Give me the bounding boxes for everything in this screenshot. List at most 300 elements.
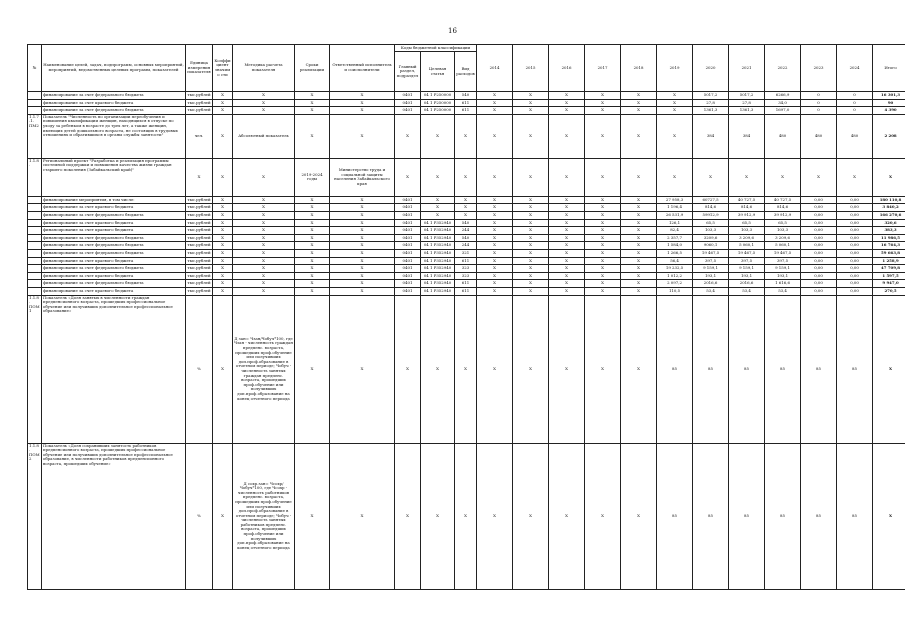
cell-total: 16 764,3 (873, 242, 905, 250)
cell-term: X (295, 219, 330, 227)
cell-year: X (549, 99, 585, 107)
cell-term: X (295, 211, 330, 219)
cell-year: X (585, 272, 621, 280)
cell-year: 9 159,1 (693, 265, 729, 273)
cell-name: финансирование за счет федерального бюджета (42, 242, 186, 250)
cell-year: X (513, 107, 549, 115)
cell-vr: 611 (455, 280, 477, 288)
cell-year: 27 958,3 (657, 196, 693, 204)
cell-year: X (621, 234, 657, 242)
header-unit: Единица измерения показателя (186, 45, 213, 92)
cell-year: X (513, 242, 549, 250)
cell-unit: тыс.рублей (186, 265, 213, 273)
cell-cs: X (421, 211, 455, 219)
cell-vr: 540 (455, 234, 477, 242)
cell-year: 397,5 (693, 257, 729, 265)
cell-year: 480 (801, 114, 837, 158)
cell-year: 2 097,2 (657, 280, 693, 288)
cell-vr: 540 (455, 92, 477, 100)
table-row (28, 92, 905, 100)
cell-year: X (621, 107, 657, 115)
cell-year: X (549, 107, 585, 115)
header-executor: Ответственный исполнитель и соисполнители (330, 45, 395, 92)
cell-year: X (585, 196, 621, 204)
cell-vr: 611 (455, 99, 477, 107)
cell-vr: X (455, 211, 477, 219)
cell-vr: 611 (455, 257, 477, 265)
cell-term: X (295, 92, 330, 100)
cell-year: 1361,3 (729, 107, 765, 115)
cell-gr: 0401 (395, 219, 421, 227)
cell-method: X (233, 99, 295, 107)
cell-cs: 04 1 P352940 (421, 272, 455, 280)
header-cs: Целевая статья (421, 52, 455, 92)
cell-year: 19 467,5 (729, 249, 765, 257)
cell-year: 9 159,1 (765, 265, 801, 273)
cell-year: 0 (801, 99, 837, 107)
cell-year: X (477, 211, 513, 219)
cell-year: X (621, 92, 657, 100)
cell-year: 0,00 (837, 204, 873, 212)
cell-year: X (621, 204, 657, 212)
cell-year: X (585, 242, 621, 250)
cell-total: 16 301,3 (873, 92, 905, 100)
cell-gr: X (395, 295, 421, 443)
cell-year: X (621, 114, 657, 158)
cell-year: 3209,6 (693, 234, 729, 242)
table-row (28, 295, 905, 443)
cell-gr: X (395, 114, 421, 158)
cell-exec: X (330, 227, 395, 235)
cell-year: X (621, 249, 657, 257)
cell-exec: X (330, 99, 395, 107)
cell-year: X (657, 107, 693, 115)
cell-cs: X (421, 158, 455, 196)
cell-year: X (801, 158, 837, 196)
cell-year: 193,1 (765, 272, 801, 280)
cell-year: 82,4 (657, 227, 693, 235)
cell-year: 40 727,5 (729, 196, 765, 204)
cell-year: 3 209,6 (765, 234, 801, 242)
cell-year: 9060,1 (693, 242, 729, 250)
cell-exec: Министерство труда и социальной защиты населения Забайкальского края (330, 158, 395, 196)
cell-coef: X (213, 295, 233, 443)
cell-year: 814,6 (765, 204, 801, 212)
cell-year: 103,3 (765, 227, 801, 235)
cell-cs: 04 1 P352940 (421, 257, 455, 265)
cell-cs: 04 1 P352940 (421, 249, 455, 257)
header-gr: Главный раздел, подраздел (395, 52, 421, 92)
cell-total: 9 947,0 (873, 280, 905, 288)
cell-vr: X (455, 196, 477, 204)
cell-coef: X (213, 234, 233, 242)
cell-year: X (657, 92, 693, 100)
cell-year: X (621, 196, 657, 204)
cell-method: X (233, 272, 295, 280)
header-year: 2021 (729, 45, 765, 92)
cell-year: 0 (837, 107, 873, 115)
cell-gr: 0401 (395, 234, 421, 242)
cell-exec: X (330, 196, 395, 204)
cell-year: 5 060,1 (765, 242, 801, 250)
table-row (28, 99, 905, 107)
cell-vr: 611 (455, 287, 477, 295)
table-row (28, 265, 905, 273)
cell-year: 40 727,5 (765, 196, 801, 204)
cell-year: X (585, 280, 621, 288)
cell-gr: 0401 (395, 92, 421, 100)
cell-exec: X (330, 295, 395, 443)
cell-coef: X (213, 211, 233, 219)
cell-year: 0 (801, 107, 837, 115)
cell-coef: X (213, 107, 233, 115)
cell-year: X (477, 204, 513, 212)
cell-unit: тыс.рублей (186, 204, 213, 212)
cell-year: X (621, 257, 657, 265)
cell-year: X (585, 227, 621, 235)
cell-year: X (585, 99, 621, 107)
cell-term: X (295, 295, 330, 443)
cell-gr: 0401 (395, 280, 421, 288)
cell-year: X (513, 280, 549, 288)
cell-total: X (873, 158, 905, 196)
cell-num (28, 272, 42, 280)
cell-term: X (295, 242, 330, 250)
cell-year: X (585, 265, 621, 273)
cell-cs: X (421, 443, 455, 589)
cell-term: X (295, 107, 330, 115)
cell-name: финансирование за счет краевого бюджета (42, 219, 186, 227)
cell-vr: X (455, 295, 477, 443)
cell-year: 5017,2 (693, 92, 729, 100)
cell-year: X (513, 99, 549, 107)
cell-vr: X (455, 204, 477, 212)
cell-num: 1.1.8. (28, 158, 42, 196)
cell-year: X (585, 443, 621, 589)
cell-method: X (233, 265, 295, 273)
cell-year: X (585, 219, 621, 227)
cell-cs: 04 1 P250000 (421, 92, 455, 100)
cell-year: 0,00 (837, 287, 873, 295)
cell-year: X (585, 257, 621, 265)
cell-unit: тыс.рублей (186, 196, 213, 204)
cell-name: финансирование за счет краевого бюджета (42, 99, 186, 107)
cell-year: 103,3 (693, 227, 729, 235)
cell-method: X (233, 242, 295, 250)
cell-year: X (513, 227, 549, 235)
cell-year: 85 (801, 295, 837, 443)
cell-gr: 0401 (395, 227, 421, 235)
header-num: № (28, 45, 42, 92)
header-year: 2016 (549, 45, 585, 92)
cell-year: X (729, 158, 765, 196)
cell-year: X (477, 92, 513, 100)
table-row (28, 114, 905, 158)
cell-method: X (233, 234, 295, 242)
cell-year: 85 (765, 295, 801, 443)
cell-num (28, 107, 42, 115)
cell-year: X (585, 114, 621, 158)
cell-gr: 0401 (395, 287, 421, 295)
cell-year: 27,8 (729, 99, 765, 107)
cell-term: 2019-2024 годы (295, 158, 330, 196)
cell-year: 814,6 (693, 204, 729, 212)
cell-gr: 0401 (395, 249, 421, 257)
cell-term: X (295, 114, 330, 158)
cell-year: 0,00 (837, 249, 873, 257)
cell-num (28, 265, 42, 273)
cell-year: X (513, 114, 549, 158)
cell-year: X (621, 295, 657, 443)
cell-name: финансирование за счет федерального бюджета (42, 107, 186, 115)
cell-method: X (233, 92, 295, 100)
cell-year: X (549, 287, 585, 295)
cell-year: 53,4 (765, 287, 801, 295)
header-year: 2023 (801, 45, 837, 92)
cell-num (28, 99, 42, 107)
cell-year: X (477, 196, 513, 204)
cell-vr: X (455, 158, 477, 196)
cell-term: X (295, 265, 330, 273)
cell-year: 19 467,5 (693, 249, 729, 257)
cell-year: 0,00 (801, 272, 837, 280)
cell-year: X (477, 249, 513, 257)
cell-cs: 04 1 P352940 (421, 242, 455, 250)
cell-year: X (513, 272, 549, 280)
cell-vr: 323 (455, 265, 477, 273)
cell-year: X (513, 92, 549, 100)
cell-year: 85 (801, 443, 837, 589)
cell-year: X (549, 265, 585, 273)
cell-year: X (549, 227, 585, 235)
cell-year: 126,1 (657, 219, 693, 227)
cell-coef: X (213, 92, 233, 100)
cell-year: X (477, 242, 513, 250)
cell-year: X (621, 443, 657, 589)
header-year: 2022 (765, 45, 801, 92)
cell-year: 0,00 (837, 272, 873, 280)
cell-cs: 04 1 P352940 (421, 234, 455, 242)
cell-year: 19 232,5 (657, 265, 693, 273)
cell-year: X (513, 443, 549, 589)
cell-year: X (477, 272, 513, 280)
cell-cs: 04 1 P250000 (421, 107, 455, 115)
cell-coef: X (213, 227, 233, 235)
cell-year: 60727,5 (693, 196, 729, 204)
cell-exec: X (330, 280, 395, 288)
cell-coef: X (213, 158, 233, 196)
cell-year: 0,00 (837, 219, 873, 227)
cell-num (28, 242, 42, 250)
cell-year: 0,00 (801, 242, 837, 250)
cell-method: X (233, 158, 295, 196)
header-year: 2018 (621, 45, 657, 92)
cell-cs: X (421, 295, 455, 443)
cell-year: 85 (657, 443, 693, 589)
cell-year: 480 (837, 114, 873, 158)
cell-year: 0,00 (837, 211, 873, 219)
cell-year: 9 159,1 (729, 265, 765, 273)
page-number: 16 (448, 27, 457, 35)
cell-year: X (513, 196, 549, 204)
table-body (28, 92, 905, 590)
cell-year: X (513, 211, 549, 219)
cell-year: 2016,6 (729, 280, 765, 288)
cell-year: 103,3 (729, 227, 765, 235)
cell-method: X (233, 249, 295, 257)
cell-exec: X (330, 242, 395, 250)
cell-term: X (295, 227, 330, 235)
cell-num (28, 287, 42, 295)
cell-exec: X (330, 443, 395, 589)
cell-term: X (295, 257, 330, 265)
cell-year: X (477, 114, 513, 158)
cell-name: Показатель «Доля занятых в численности граждан предпенсионного возраста, прошедших профессиональное обучение или получивших дополнительное профессиональное образование» (42, 295, 186, 443)
cell-year: 0,00 (801, 211, 837, 219)
cell-coef: X (213, 443, 233, 589)
cell-coef: X (213, 242, 233, 250)
cell-year: X (513, 295, 549, 443)
cell-total: 166 270,6 (873, 211, 905, 219)
cell-unit: тыс.рублей (186, 257, 213, 265)
cell-gr: 0401 (395, 99, 421, 107)
cell-total: 90 (873, 99, 905, 107)
cell-name: финансирование за счет краевого бюджета (42, 257, 186, 265)
cell-gr: 0401 (395, 204, 421, 212)
cell-cs: X (421, 204, 455, 212)
cell-year: X (477, 443, 513, 589)
cell-year: X (477, 257, 513, 265)
cell-unit: чел. (186, 114, 213, 158)
cell-year: X (585, 204, 621, 212)
cell-unit: тыс.рублей (186, 234, 213, 242)
cell-total: 59 663,8 (873, 249, 905, 257)
cell-unit: тыс.рублей (186, 227, 213, 235)
table-row (28, 227, 905, 235)
cell-year: X (657, 114, 693, 158)
cell-num: 1.1.8. ПОМ2 (28, 443, 42, 589)
cell-year: 27,8 (693, 99, 729, 107)
cell-year: X (693, 158, 729, 196)
cell-year: X (549, 204, 585, 212)
cell-year: X (621, 242, 657, 250)
header-total: Итого (873, 45, 905, 92)
cell-term: X (295, 99, 330, 107)
table-row (28, 287, 905, 295)
cell-year: X (621, 211, 657, 219)
cell-term: X (295, 287, 330, 295)
cell-year: X (549, 272, 585, 280)
cell-gr: 0401 (395, 211, 421, 219)
cell-cs: 04 1 P352940 (421, 280, 455, 288)
cell-year: 39 912,9 (729, 211, 765, 219)
cell-unit: тыс.рублей (186, 249, 213, 257)
cell-year: 85 (693, 443, 729, 589)
cell-year: 384 (729, 114, 765, 158)
cell-method: X (233, 287, 295, 295)
cell-year: 85 (837, 443, 873, 589)
cell-year: 85 (657, 295, 693, 443)
cell-year: X (549, 158, 585, 196)
header-year: 2017 (585, 45, 621, 92)
table-row (28, 272, 905, 280)
cell-year: 85 (837, 295, 873, 443)
cell-total: 2 208 (873, 114, 905, 158)
cell-year: 0,00 (837, 242, 873, 250)
cell-method: X (233, 211, 295, 219)
cell-exec: X (330, 257, 395, 265)
cell-term: X (295, 234, 330, 242)
cell-year: X (585, 234, 621, 242)
cell-num (28, 249, 42, 257)
cell-cs: 04 1 P352940 (421, 227, 455, 235)
cell-gr: X (395, 443, 421, 589)
cell-vr: 611 (455, 107, 477, 115)
cell-total: 270,5 (873, 287, 905, 295)
cell-vr: X (455, 443, 477, 589)
cell-total: 383,3 (873, 227, 905, 235)
cell-exec: X (330, 92, 395, 100)
cell-total: 1 258,9 (873, 257, 905, 265)
cell-year: 0,00 (801, 249, 837, 257)
cell-coef: X (213, 272, 233, 280)
cell-gr: X (395, 158, 421, 196)
cell-coef: X (213, 114, 233, 158)
cell-year: X (657, 99, 693, 107)
cell-year: 59912,9 (693, 211, 729, 219)
cell-name: финансирование за счет федерального бюджета (42, 92, 186, 100)
cell-coef: X (213, 99, 233, 107)
cell-cs: 04 1 P352940 (421, 265, 455, 273)
cell-term: X (295, 443, 330, 589)
cell-year: X (549, 443, 585, 589)
cell-cs: 04 1 P250000 (421, 99, 455, 107)
cell-num (28, 234, 42, 242)
cell-year: 0,00 (801, 227, 837, 235)
cell-unit: тыс.рублей (186, 99, 213, 107)
cell-num (28, 211, 42, 219)
cell-year: X (549, 249, 585, 257)
cell-year: 0,00 (801, 280, 837, 288)
cell-term: X (295, 272, 330, 280)
cell-year: X (549, 219, 585, 227)
cell-year: X (585, 211, 621, 219)
cell-year: X (585, 158, 621, 196)
cell-cs: 04 1 P352940 (421, 219, 455, 227)
header-year: 2014 (477, 45, 513, 92)
cell-year: X (621, 227, 657, 235)
cell-gr: 0401 (395, 196, 421, 204)
cell-unit: тыс.рублей (186, 107, 213, 115)
cell-method: X (233, 204, 295, 212)
cell-year: 0,00 (837, 265, 873, 273)
cell-year: X (477, 287, 513, 295)
cell-num (28, 227, 42, 235)
cell-name: Региональный проект "Разработка и реализация программы системной поддержки и повышения качества жизни граждан старшего поколения (Забайкальский край)" (42, 158, 186, 196)
cell-gr: 0401 (395, 242, 421, 250)
cell-vr: 540 (455, 219, 477, 227)
cell-name: финансирование за счет федерального бюджета (42, 211, 186, 219)
cell-year: 85 (729, 295, 765, 443)
cell-year: 65,5 (693, 219, 729, 227)
cell-unit: тыс.рублей (186, 272, 213, 280)
cell-year: 6266,9 (765, 92, 801, 100)
cell-year: 193,1 (693, 272, 729, 280)
cell-year: X (477, 158, 513, 196)
cell-total: 47 709,8 (873, 265, 905, 273)
cell-year: 0,00 (837, 227, 873, 235)
cell-num (28, 92, 42, 100)
